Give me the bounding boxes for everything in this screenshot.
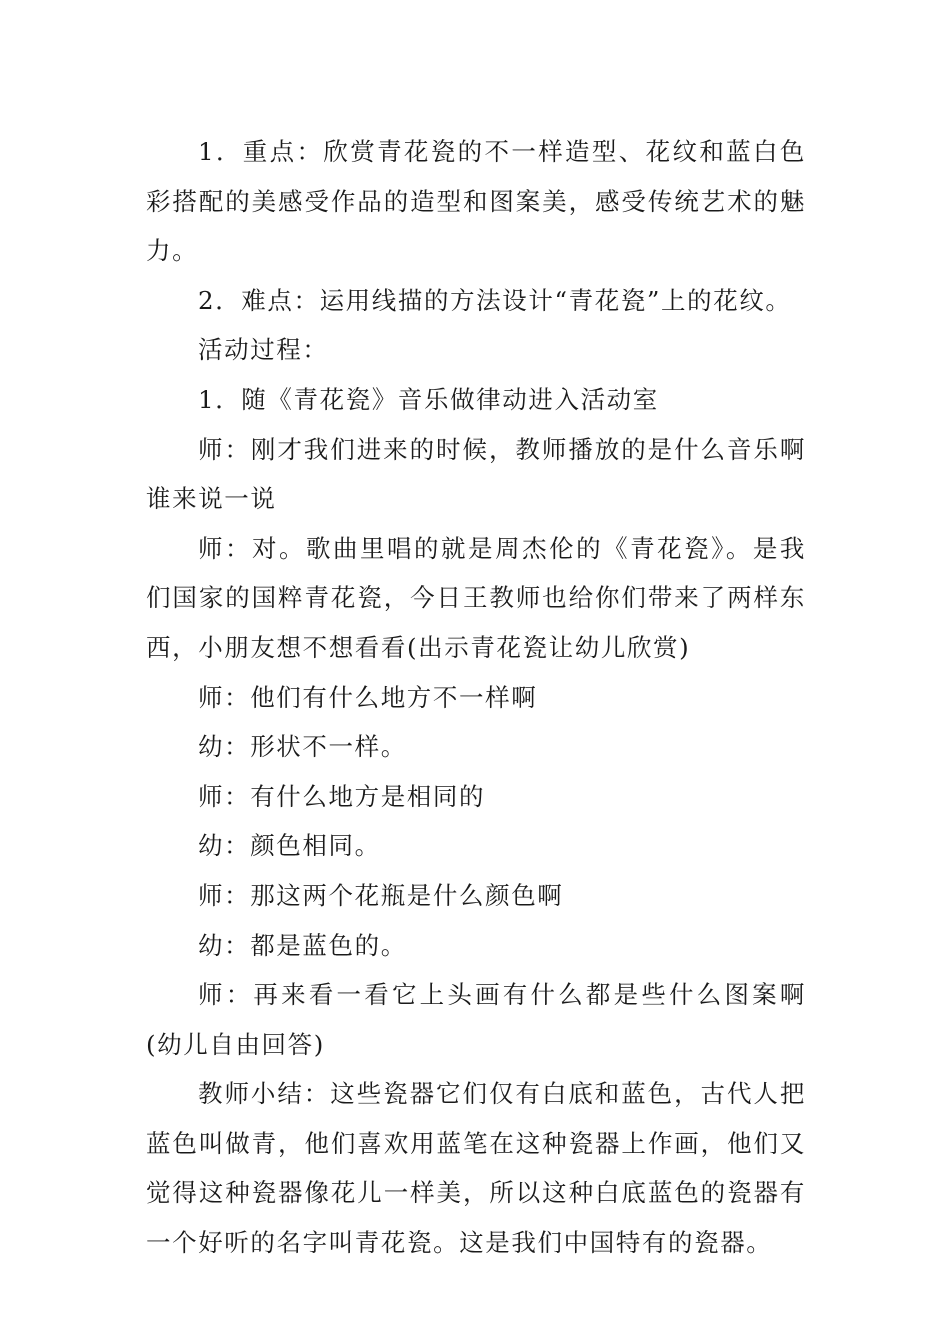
paragraph-step-1: 1．随《青花瓷》音乐做律动进入活动室 — [198, 384, 659, 414]
paragraph-dialogue: 师：那这两个花瓶是什么颜色啊 — [198, 880, 564, 910]
paragraph-key-point: 1．重点：欣赏青花瓷的不一样造型、花纹和蓝白色彩搭配的美感受作品的造型和图案美，感受传统艺术的魅力。 — [146, 137, 806, 266]
paragraph-dialogue: 幼：都是蓝色的。 — [198, 930, 407, 960]
paragraph-dialogue: 师：他们有什么地方不一样啊 — [198, 682, 538, 712]
document-body — [146, 127, 806, 1268]
paragraph-dialogue: 师：刚才我们进来的时候，教师播放的是什么音乐啊谁来说一说 — [146, 434, 806, 514]
paragraph-teacher-summary: 教师小结：这些瓷器它们仅有白底和蓝色，古代人把蓝色叫做青，他们喜欢用蓝笔在这种瓷器上作画，他们又觉得这种瓷器像花儿一样美，所以这种白底蓝色的瓷器有一个好听的名字叫青花瓷。这是我们中国特有的瓷器。 — [146, 1079, 806, 1258]
paragraph-dialogue: 师：有什么地方是相同的 — [198, 781, 486, 811]
paragraph-activity-heading: 活动过程： — [198, 335, 329, 365]
paragraph-dialogue: 幼：颜色相同。 — [198, 831, 381, 861]
paragraph-dialogue: 幼：形状不一样。 — [198, 732, 407, 762]
paragraph-dialogue: 师：对。歌曲里唱的就是周杰伦的《青花瓷》。是我们国家的国粹青花瓷，今日王教师也给你们带来了两样东西，小朋友想不想看看(出示青花瓷让幼儿欣赏) — [146, 533, 806, 662]
paragraph-difficulty: 2．难点：运用线描的方法设计“青花瓷”上的花纹。 — [198, 285, 792, 315]
paragraph-dialogue: 师：再来看一看它上头画有什么都是些什么图案啊(幼儿自由回答) — [146, 980, 806, 1059]
